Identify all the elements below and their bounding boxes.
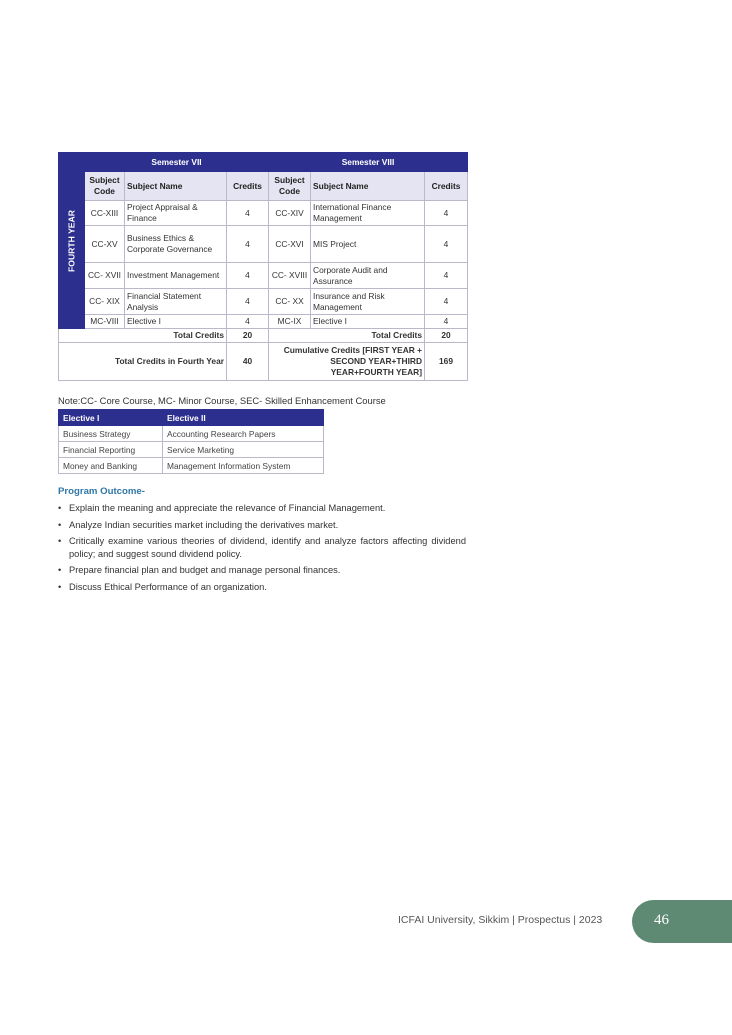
table-row: [59, 289, 468, 315]
total-credits-sem8: 20: [425, 329, 468, 343]
col-credits: Credits: [425, 172, 468, 201]
subject-code: CC-XVI: [269, 226, 311, 263]
year-total-label: Total Credits in Fourth Year: [59, 343, 227, 381]
year-total-value: 40: [227, 343, 269, 381]
subject-credits: 4: [227, 289, 269, 315]
subject-code: CC- XVIII: [269, 263, 311, 289]
total-credits-label: Total Credits: [269, 329, 425, 343]
elective-1-item: Business Strategy: [59, 426, 163, 442]
page-number-tab: [632, 900, 732, 943]
table-row: [59, 442, 324, 458]
subject-name: International Finance Management: [311, 201, 425, 226]
semester-7-header: Semester VII: [85, 153, 269, 172]
table-row: [59, 226, 468, 263]
list-item: • Prepare financial plan and budget and manage personal finances.: [58, 564, 466, 577]
year-label-cell: [59, 153, 85, 329]
program-outcome-list: [58, 502, 466, 597]
table-row: [59, 315, 468, 329]
total-credits-sem7: 20: [227, 329, 269, 343]
cumulative-credits-label: Cumulative Credits [FIRST YEAR + SECOND YEAR+THIRD YEAR+FOURTH YEAR]: [269, 343, 425, 381]
subject-code: CC-XIV: [269, 201, 311, 226]
list-item: • Discuss Ethical Performance of an organization.: [58, 581, 466, 594]
list-item: • Explain the meaning and appreciate the relevance of Financial Management.: [58, 502, 466, 515]
cumulative-credits-value: 169: [425, 343, 468, 381]
subject-name: Elective I: [311, 315, 425, 329]
footer-text: ICFAI University, Sikkim | Prospectus | 2023: [398, 914, 603, 926]
list-item: • Analyze Indian securities market including the derivatives market.: [58, 519, 466, 532]
subject-credits: 4: [425, 315, 468, 329]
subject-code: CC-XIII: [85, 201, 125, 226]
subject-name: Business Ethics & Corporate Governance: [125, 226, 227, 263]
col-credits: Credits: [227, 172, 269, 201]
credits-table: [58, 152, 468, 381]
subject-credits: 4: [227, 226, 269, 263]
subject-credits: 4: [425, 226, 468, 263]
subject-code: CC- XIX: [85, 289, 125, 315]
subject-credits: 4: [227, 263, 269, 289]
subject-credits: 4: [425, 201, 468, 226]
col-subject-code: Subject Code: [269, 172, 311, 201]
year-label: FOURTH YEAR: [66, 209, 76, 272]
subject-name: MIS Project: [311, 226, 425, 263]
semester-8-header: Semester VIII: [269, 153, 468, 172]
table-row: [59, 458, 324, 474]
col-subject-name: Subject Name: [125, 172, 227, 201]
elective-2-header: Elective II: [163, 410, 324, 426]
elective-1-header: Elective I: [59, 410, 163, 426]
subject-name: Financial Statement Analysis: [125, 289, 227, 315]
table-row: [59, 426, 324, 442]
subject-credits: 4: [425, 263, 468, 289]
elective-2-item: Management Information System: [163, 458, 324, 474]
subject-code: MC-IX: [269, 315, 311, 329]
course-abbreviation-note: Note:CC- Core Course, MC- Minor Course, SEC- Skilled Enhancement Course: [58, 395, 386, 406]
subject-name: Project Appraisal & Finance: [125, 201, 227, 226]
elective-2-item: Accounting Research Papers: [163, 426, 324, 442]
subject-name: Insurance and Risk Management: [311, 289, 425, 315]
table-row: [59, 263, 468, 289]
subject-name: Corporate Audit and Assurance: [311, 263, 425, 289]
subject-credits: 4: [227, 315, 269, 329]
subject-name: Investment Management: [125, 263, 227, 289]
elective-2-item: Service Marketing: [163, 442, 324, 458]
elective-1-item: Financial Reporting: [59, 442, 163, 458]
total-credits-label: Total Credits: [59, 329, 227, 343]
subject-code: CC-XV: [85, 226, 125, 263]
page-number: 46: [654, 912, 669, 928]
col-subject-code: Subject Code: [85, 172, 125, 201]
subject-name: Elective I: [125, 315, 227, 329]
subject-code: MC-VIII: [85, 315, 125, 329]
subject-code: CC- XX: [269, 289, 311, 315]
col-subject-name: Subject Name: [311, 172, 425, 201]
electives-table: [58, 409, 324, 474]
elective-1-item: Money and Banking: [59, 458, 163, 474]
list-item: • Critically examine various theories of dividend, identify and analyze factors affecting dividend policy; and suggest sound dividend policy.: [58, 535, 466, 560]
table-row: [59, 201, 468, 226]
subject-code: CC- XVII: [85, 263, 125, 289]
subject-credits: 4: [227, 201, 269, 226]
subject-credits: 4: [425, 289, 468, 315]
program-outcome-heading: Program Outcome-: [58, 486, 145, 497]
